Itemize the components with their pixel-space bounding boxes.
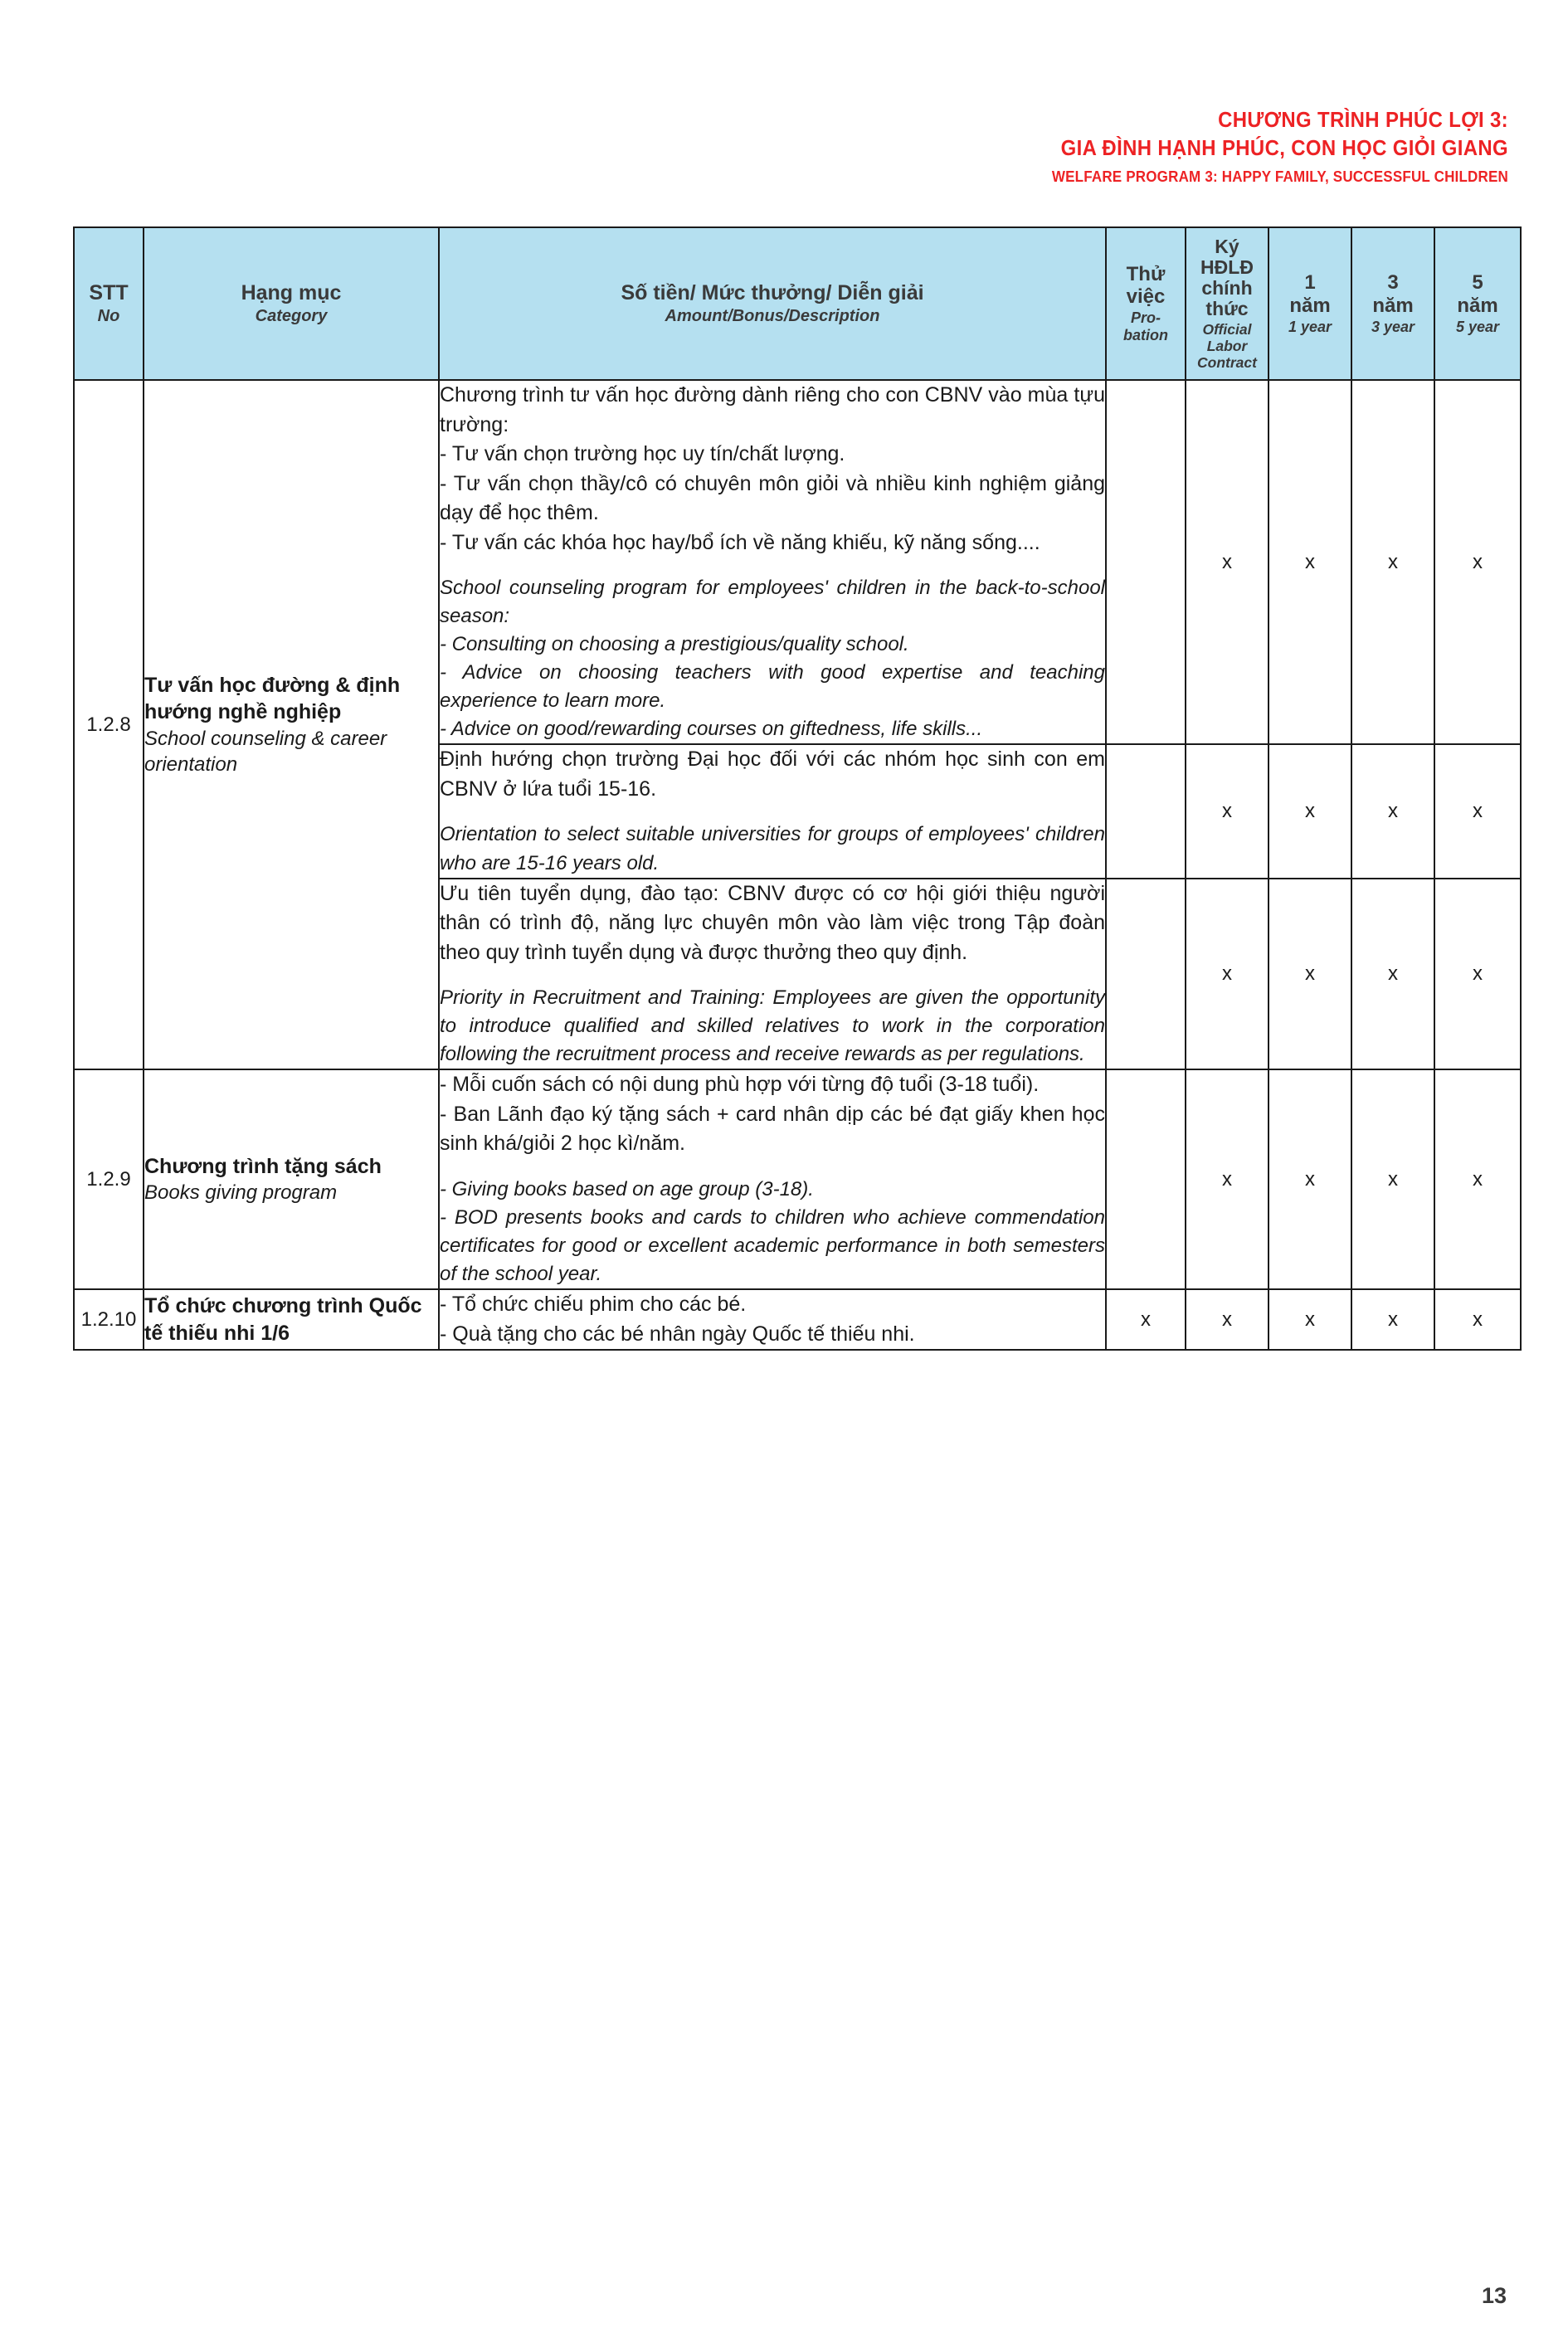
col-header-probation-vi: Thử việc [1126, 263, 1166, 309]
program-header [1012, 106, 1508, 187]
mark-probation [1106, 1069, 1186, 1289]
col-header-1-year-en: 1 year [1288, 318, 1332, 335]
col-header-stt-en: No [97, 306, 120, 325]
table-row [74, 1289, 1521, 1350]
welfare-table-wrapper [73, 226, 1520, 1351]
table-row [74, 380, 1521, 744]
program-title-vi-line1: CHƯƠNG TRÌNH PHÚC LỢI 3: [1218, 107, 1508, 132]
row-description-vi: - Tổ chức chiếu phim cho các bé. - Quà tặng cho các bé nhân ngày Quốc tế thiếu nhi. [440, 1293, 915, 1346]
col-header-probation [1106, 227, 1186, 380]
col-header-5-year [1434, 227, 1521, 380]
col-header-probation-en: Pro- bation [1123, 309, 1168, 344]
col-header-category-en: Category [255, 306, 328, 325]
page-number: 13 [1481, 2283, 1507, 2308]
row-description-vi: - Mỗi cuốn sách có nội dung phù hợp với từng độ tuổi (3-18 tuổi). - Ban Lãnh đạo ký tặng sách + card nhân dịp các bé đạt giấy khen học sinh khá/giỏi 2 học kì/năm. [440, 1073, 1105, 1156]
col-header-3-year [1351, 227, 1434, 380]
row-description [439, 1069, 1106, 1289]
col-header-description [439, 227, 1106, 380]
mark-probation: x [1106, 1289, 1186, 1350]
row-description-en: Orientation to select suitable universities for groups of employees' children who are 15-16 years old. [440, 823, 1105, 874]
mark-5-year: x [1434, 744, 1521, 878]
col-header-3-year-en: 3 year [1371, 318, 1415, 335]
row-category-en: School counseling & career orientation [144, 727, 387, 777]
row-stt: 1.2.10 [74, 1289, 144, 1350]
mark-official-contract: x [1186, 380, 1269, 744]
table-header [74, 227, 1521, 380]
mark-3-year: x [1351, 744, 1434, 878]
row-category [144, 380, 439, 1069]
mark-1-year: x [1269, 1069, 1351, 1289]
row-description-en: School counseling program for employees' children in the back-to-school season: - Consulting on choosing a prestigious/quality school. - Advice on choosing teachers with good expertise and teaching experience to learn more. - Advice on good/rewarding courses on giftedness, life skills... [440, 577, 1105, 741]
row-category-vi: Tổ chức chương trình Quốc tế thiếu nhi 1/6 [144, 1294, 422, 1345]
col-header-stt [74, 227, 144, 380]
col-header-description-en: Amount/Bonus/Description [665, 306, 880, 325]
col-header-5-year-en: 5 year [1455, 318, 1500, 335]
row-category-vi: Chương trình tặng sách [144, 1154, 382, 1178]
program-title-vi-line2: GIA ĐÌNH HẠNH PHÚC, CON HỌC GIỎI GIANG [1060, 134, 1508, 160]
welfare-benefits-table [73, 226, 1522, 1351]
mark-probation [1106, 380, 1186, 744]
mark-official-contract: x [1186, 1289, 1269, 1350]
mark-3-year: x [1351, 879, 1434, 1070]
col-header-1-year-vi: 1 năm [1289, 271, 1331, 317]
mark-3-year: x [1351, 1289, 1434, 1350]
mark-1-year: x [1269, 744, 1351, 878]
mark-1-year: x [1269, 879, 1351, 1070]
col-header-official-contract-en: Official Labor Contract [1197, 320, 1257, 371]
program-title-en: WELFARE PROGRAM 3: HAPPY FAMILY, SUCCESSFUL CHILDREN [1051, 167, 1508, 185]
col-header-official-contract-vi: Ký HĐLĐ chính thức [1200, 235, 1254, 320]
col-header-category [144, 227, 439, 380]
row-stt: 1.2.9 [74, 1069, 144, 1289]
table-body [74, 380, 1521, 1350]
table-header-row [74, 227, 1521, 380]
col-header-3-year-vi: 3 năm [1372, 271, 1414, 317]
col-header-category-vi: Hạng mục [241, 281, 342, 305]
mark-3-year: x [1351, 1069, 1434, 1289]
mark-5-year: x [1434, 380, 1521, 744]
row-category-vi: Tư vấn học đường & định hướng nghề nghiệp [144, 673, 401, 724]
row-stt: 1.2.8 [74, 380, 144, 1069]
table-row [74, 1069, 1521, 1289]
row-description-en: - Giving books based on age group (3-18). - BOD presents books and cards to children who achieve commendation certificates for good or excellent academic performance in both semesters of the school year. [440, 1177, 1105, 1286]
row-description [439, 879, 1106, 1070]
mark-5-year: x [1434, 879, 1521, 1070]
row-description-vi: Định hướng chọn trường Đại học đối với các nhóm học sinh con em CBNV ở lứa tuổi 15-16. [440, 747, 1105, 801]
row-description [439, 1289, 1106, 1350]
mark-official-contract: x [1186, 879, 1269, 1070]
mark-5-year: x [1434, 1069, 1521, 1289]
row-description [439, 744, 1106, 878]
mark-5-year: x [1434, 1289, 1521, 1350]
row-category-en: Books giving program [144, 1181, 338, 1205]
col-header-official-contract [1186, 227, 1269, 380]
row-category [144, 1289, 439, 1350]
row-description-en: Priority in Recruitment and Training: Employees are given the opportunity to introduce qualified and skilled relatives to work in the corporation following the recruitment process and receive rewards as per regulations. [440, 986, 1105, 1066]
col-header-stt-vi: STT [89, 281, 129, 305]
col-header-5-year-vi: 5 năm [1457, 271, 1498, 317]
mark-1-year: x [1269, 380, 1351, 744]
mark-3-year: x [1351, 380, 1434, 744]
row-description-vi: Chương trình tư vấn học đường dành riêng cho con CBNV vào mùa tựu trường: - Tư vấn chọn trường học uy tín/chất lượng. - Tư vấn chọn thầy/cô có chuyên môn giỏi và nhiều kinh nghiệm giảng dạy để học thêm. - Tư vấn các khóa học hay/bổ ích về năng khiếu, kỹ năng sống.... [440, 383, 1105, 554]
row-description [439, 380, 1106, 744]
row-category [144, 1069, 439, 1289]
mark-1-year: x [1269, 1289, 1351, 1350]
row-description-vi: Ưu tiên tuyển dụng, đào tạo: CBNV được có cơ hội giới thiệu người thân có trình độ, năng lực chuyên môn vào làm việc trong Tập đoàn theo quy trình tuyển dụng và được thưởng theo quy định. [440, 881, 1105, 964]
col-header-description-vi: Số tiền/ Mức thưởng/ Diễn giải [621, 281, 924, 305]
col-header-1-year [1269, 227, 1351, 380]
mark-official-contract: x [1186, 1069, 1269, 1289]
mark-probation [1106, 744, 1186, 878]
mark-probation [1106, 879, 1186, 1070]
mark-official-contract: x [1186, 744, 1269, 878]
